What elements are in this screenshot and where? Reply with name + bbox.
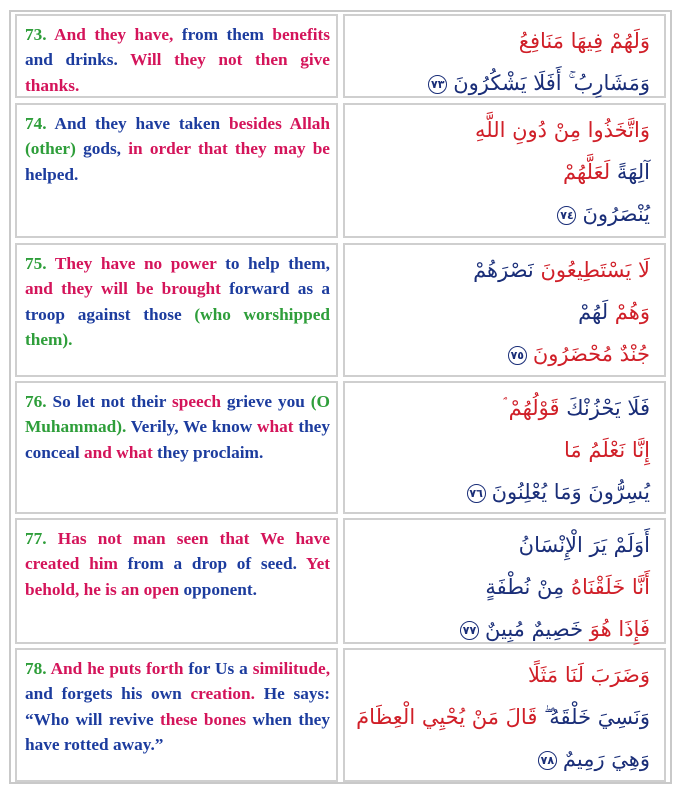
english-translation-cell (15, 103, 338, 238)
translation-text: grieve you (226, 392, 311, 411)
arabic-text: لَهُمْ (578, 300, 609, 324)
arabic-text: فَلَا يَحْزُنْكَ (559, 396, 650, 420)
english-translation-cell (15, 14, 338, 98)
translation-text: And they have taken (54, 114, 229, 133)
arabic-verse-cell (343, 103, 666, 238)
arabic-text: آلِهَةً (610, 160, 650, 184)
arabic-line (355, 193, 650, 235)
verse-row (15, 14, 666, 98)
verse-row (15, 103, 666, 238)
arabic-text: نَصْرَهُمْ (473, 258, 534, 282)
verse-row (15, 381, 666, 514)
translation-text: to help them, (225, 254, 330, 273)
verse-end-marker: ٧٧ (460, 621, 479, 640)
arabic-text: خَصِيمٌ مُبِينٌ (485, 617, 584, 641)
english-translation-cell (15, 381, 338, 514)
translation-text: opponent. (183, 579, 257, 599)
arabic-text: لَا يَسْتَطِيعُونَ (533, 258, 650, 282)
arabic-verse-cell (343, 648, 666, 782)
verse-number: 77. (25, 529, 58, 548)
translation-text: speech (172, 392, 227, 411)
verse-end-marker: ٧٤ (557, 206, 576, 225)
translation-text: besides Allah (228, 114, 330, 133)
arabic-text: وَاتَّخَذُوا مِنْ دُونِ اللَّهِ (475, 118, 650, 142)
arabic-text: لَعَلَّهُمْ (563, 160, 611, 184)
translation-text: from them (181, 25, 273, 44)
arabic-line (355, 20, 650, 62)
translation-text: (who worshipped them). (25, 304, 330, 350)
arabic-text: لَنَا مَثَلًا (528, 663, 584, 687)
arabic-line (355, 291, 650, 333)
translation-text: and forgets his own (25, 684, 191, 704)
english-translation-cell (15, 243, 338, 377)
arabic-line (355, 471, 650, 513)
arabic-text: وَمَشَارِبُ ۚ أَفَلَا يَشْكُرُونَ (453, 71, 650, 95)
verse-end-marker: ٧٦ (467, 484, 486, 503)
arabic-text: فَإِذَا هُوَ (583, 617, 650, 641)
verse-row (15, 243, 666, 377)
translation-text: He says: “Who will revive (25, 684, 331, 729)
arabic-verse-cell (343, 381, 666, 514)
translation-text: (other) (25, 139, 84, 159)
arabic-text: وَنَسِيَ خَلْقَهُ ۖ (537, 705, 650, 729)
arabic-line (355, 387, 650, 429)
arabic-text: يُسِرُّونَ وَمَا يُعْلِنُونَ (491, 480, 650, 504)
verse-end-marker: ٧٥ (508, 346, 527, 365)
verse-number: 74. (25, 114, 55, 133)
arabic-text: وَهِيَ رَمِيمٌ (562, 747, 650, 771)
translation-text: (O Muhammad). (25, 392, 330, 437)
english-translation-cell (15, 518, 338, 644)
translation-text: in order that they may be (128, 139, 330, 159)
arabic-line (355, 151, 650, 193)
translation-text: gods, (83, 139, 129, 159)
arabic-verse-cell (343, 243, 666, 377)
arabic-line (355, 249, 650, 291)
verse-end-marker: ٧٣ (428, 75, 447, 94)
arabic-line (355, 696, 650, 738)
arabic-text: يُنْصَرُونَ (582, 202, 650, 226)
verse-number: 75. (25, 254, 55, 273)
arabic-line (355, 109, 650, 151)
arabic-text: جُنْدٌ مُحْضَرُونَ (532, 342, 650, 366)
verse-number: 78. (25, 659, 51, 678)
arabic-verse-cell (343, 14, 666, 98)
verse-row (15, 648, 666, 782)
translation-text: And they have, (54, 25, 182, 44)
translation-text: benefits (272, 25, 330, 44)
translation-text: creation. (190, 684, 264, 704)
translation-text: And he puts forth (50, 659, 189, 678)
arabic-text: إِنَّا نَعْلَمُ مَا (564, 438, 650, 462)
translation-text: and what (84, 442, 158, 462)
verse-table (9, 10, 672, 784)
arabic-line (355, 429, 650, 471)
verse-number: 73. (25, 25, 55, 44)
arabic-line (355, 654, 650, 696)
arabic-line (355, 62, 650, 104)
verse-row (15, 518, 666, 644)
arabic-text: أَوَلَمْ يَرَ الْإِنْسَانُ (518, 533, 650, 557)
translation-text: have created him (25, 529, 330, 574)
translation-text: So let not their (52, 392, 172, 411)
arabic-text: وَهُمْ (608, 300, 650, 324)
arabic-line (355, 566, 650, 608)
translation-text: they conceal (25, 417, 330, 462)
translation-text: They have no power (54, 254, 226, 273)
translation-text: these bones (160, 709, 253, 729)
arabic-text: وَلَهُمْ فِيهَا مَنَافِعُ (518, 29, 650, 53)
arabic-text: قَوْلُهُمْ ۘ (503, 396, 560, 420)
translation-text: what (257, 417, 299, 437)
translation-text: from a drop of seed. (127, 554, 306, 574)
arabic-text: قَالَ مَنْ يُحْيِي الْعِظَامَ (356, 705, 538, 729)
translation-text: when they have rotted away.” (25, 709, 330, 755)
translation-text: Verily, We know (130, 417, 258, 437)
arabic-line (355, 738, 650, 780)
translation-text: Will they not then give thanks. (25, 50, 330, 95)
translation-text: Has not man seen that We (57, 529, 296, 548)
arabic-line (355, 608, 650, 650)
translation-text: for Us a (188, 659, 253, 678)
verse-end-marker: ٧٨ (538, 751, 557, 770)
english-translation-cell (15, 648, 338, 782)
translation-text: Yet behold, he is an open (25, 554, 330, 599)
arabic-line (355, 524, 650, 566)
arabic-text: أَنَّا خَلَقْنَاهُ (564, 575, 650, 599)
translation-text: forward as a troop (25, 279, 330, 324)
arabic-text: وَضَرَبَ (583, 663, 650, 687)
translation-text: and drinks. (25, 50, 131, 70)
translation-text: they proclaim. (157, 442, 264, 462)
translation-text: similitude, (252, 659, 331, 678)
translation-text: against those (77, 304, 195, 324)
arabic-text: مِنْ نُطْفَةٍ (485, 575, 565, 599)
translation-text: and they will be brought (25, 279, 230, 299)
verse-number: 76. (25, 392, 53, 411)
translation-text: helped. (25, 164, 79, 184)
arabic-line (355, 333, 650, 375)
arabic-verse-cell (343, 518, 666, 644)
